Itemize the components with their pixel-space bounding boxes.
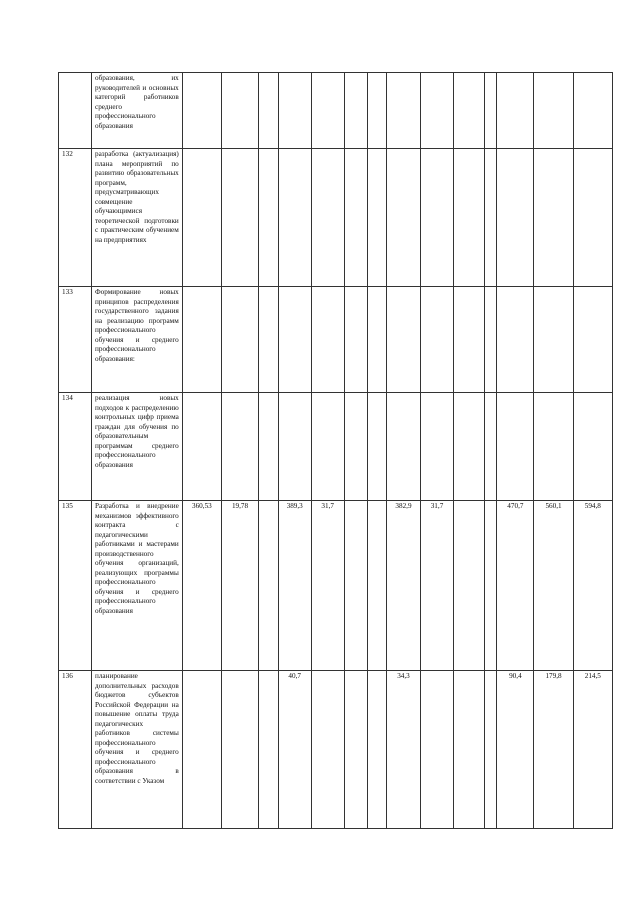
row-number-cell: 134 (59, 393, 92, 501)
table-row (59, 671, 613, 829)
value-cell (259, 501, 279, 671)
row-description-cell (92, 671, 183, 829)
value-cell (278, 149, 311, 287)
value-cell (386, 393, 420, 501)
value-cell (421, 287, 454, 393)
value-cell (534, 287, 573, 393)
value-cell: 389,3 (278, 501, 311, 671)
value-cell (386, 287, 420, 393)
value-cell (454, 393, 485, 501)
value-cell (386, 149, 420, 287)
value-cell (259, 393, 279, 501)
value-cell: 19,78 (221, 501, 258, 671)
value-cell: 90,4 (497, 671, 534, 829)
value-cell (278, 287, 311, 393)
value-cell (182, 73, 221, 149)
value-cell: 560,1 (534, 501, 573, 671)
value-cell: 470,7 (497, 501, 534, 671)
value-cell: 594,8 (573, 501, 612, 671)
value-cell (484, 501, 496, 671)
row-description-text: реализация новых подходов к распределению контрольных цифр приема граждан для обучения по образовательным программам среднего профессионального образования (95, 394, 179, 469)
value-cell: 40,7 (278, 671, 311, 829)
table-row (59, 287, 613, 393)
value-cell (484, 287, 496, 393)
value-cell: 31,7 (311, 501, 344, 671)
value-cell (497, 393, 534, 501)
value-cell (344, 149, 368, 287)
value-cell (534, 73, 573, 149)
value-cell (497, 73, 534, 149)
value-cell (311, 287, 344, 393)
value-cell (573, 393, 612, 501)
value-cell (421, 73, 454, 149)
row-description-cell (92, 287, 183, 393)
value-cell (386, 73, 420, 149)
value-cell (368, 149, 387, 287)
row-description-cell (92, 149, 183, 287)
value-cell (454, 73, 485, 149)
value-cell (573, 287, 612, 393)
row-description-text: Формирование новых принципов распределения государственного задания на реализацию программ профессионального обучения и среднего профессионального образования: (95, 288, 179, 363)
value-cell (497, 149, 534, 287)
value-cell (534, 393, 573, 501)
value-cell (534, 149, 573, 287)
value-cell (368, 393, 387, 501)
row-description-text: планирование дополнительных расходов бюджетов субъектов Российской Федерации на повышение оплаты труда педагогических работников системы профессионального обучения и среднего профессионального образования в соответствии с Указом (95, 672, 179, 785)
value-cell (182, 287, 221, 393)
value-cell (573, 73, 612, 149)
value-cell (278, 393, 311, 501)
value-cell (221, 671, 258, 829)
value-cell (344, 393, 368, 501)
value-cell (421, 671, 454, 829)
value-cell: 382,9 (386, 501, 420, 671)
row-number-cell: 132 (59, 149, 92, 287)
value-cell (311, 393, 344, 501)
value-cell (182, 393, 221, 501)
data-table (58, 72, 613, 829)
value-cell (259, 671, 279, 829)
row-description-cell (92, 393, 183, 501)
value-cell (573, 149, 612, 287)
value-cell (484, 73, 496, 149)
value-cell (221, 287, 258, 393)
value-cell (182, 149, 221, 287)
value-cell (421, 393, 454, 501)
value-cell (484, 393, 496, 501)
value-cell (311, 671, 344, 829)
value-cell (278, 73, 311, 149)
value-cell: 214,5 (573, 671, 612, 829)
value-cell (368, 287, 387, 393)
value-cell (454, 149, 485, 287)
value-cell (484, 149, 496, 287)
value-cell (311, 73, 344, 149)
value-cell (221, 149, 258, 287)
value-cell (368, 671, 387, 829)
table-row (59, 393, 613, 501)
row-description-cell (92, 73, 183, 149)
value-cell (484, 671, 496, 829)
value-cell (344, 671, 368, 829)
value-cell (497, 287, 534, 393)
row-number-cell: 133 (59, 287, 92, 393)
row-number-cell: 135 (59, 501, 92, 671)
value-cell (368, 73, 387, 149)
table-row (59, 73, 613, 149)
value-cell (311, 149, 344, 287)
row-description-text: образования, их руководителей и основных категорий работников среднего профессионального образования (95, 74, 179, 130)
value-cell (368, 501, 387, 671)
value-cell (221, 393, 258, 501)
table-row (59, 501, 613, 671)
table-row (59, 149, 613, 287)
value-cell (454, 501, 485, 671)
value-cell (344, 501, 368, 671)
value-cell (421, 149, 454, 287)
row-description-cell (92, 501, 183, 671)
row-description-text: разработка (актуализация) плана мероприятий по развитию образовательных программ, предусматривающих совмещение обучающимися теоретической подготовки с практическим обучением на предприятиях (95, 150, 179, 244)
value-cell (259, 287, 279, 393)
value-cell: 179,8 (534, 671, 573, 829)
value-cell: 360,53 (182, 501, 221, 671)
value-cell (454, 671, 485, 829)
value-cell (221, 73, 258, 149)
value-cell (259, 73, 279, 149)
value-cell (344, 73, 368, 149)
value-cell (344, 287, 368, 393)
value-cell (454, 287, 485, 393)
row-number-cell: 136 (59, 671, 92, 829)
value-cell (259, 149, 279, 287)
value-cell: 31,7 (421, 501, 454, 671)
value-cell (182, 671, 221, 829)
value-cell: 34,3 (386, 671, 420, 829)
row-description-text: Разработка и внедрение механизмов эффективного контракта с педагогическими работниками и мастерами производственного обучения организаций, реализующих программы профессионального обучения и среднего профессионального образования (95, 502, 179, 615)
row-number-cell (59, 73, 92, 149)
